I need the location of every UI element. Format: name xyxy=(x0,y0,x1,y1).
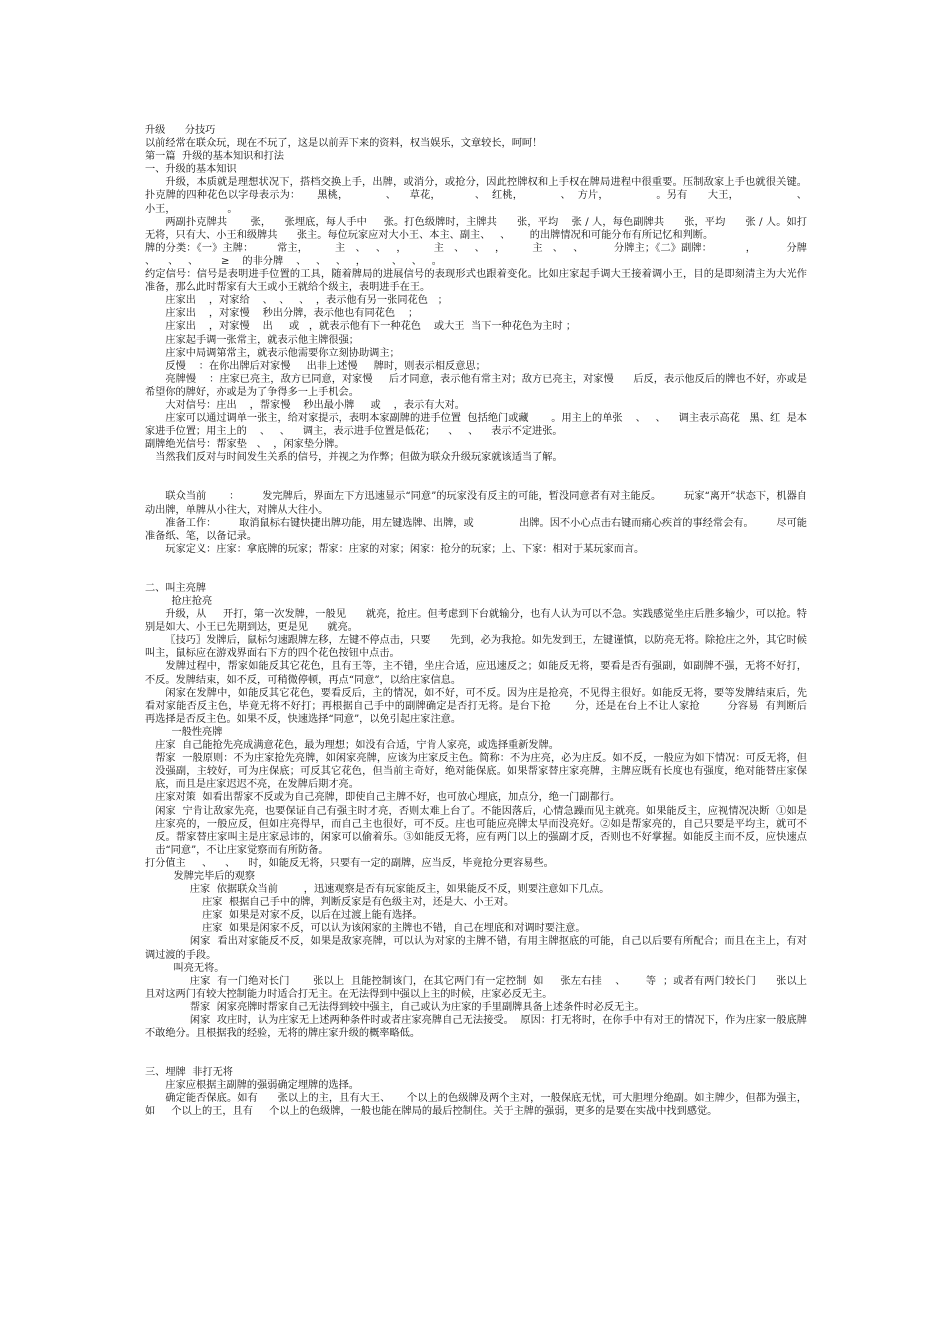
paragraph: 两副扑克牌共 张， 张埋底，每人手中 张。打色级牌时，主牌共 张，平均 张 / 人，每色副牌共 张，平均 张 / 人。如打无将，只有大、小王和级牌共 张主。每位玩家应对大小王、本主、副主、 、 的出牌情况和可能分布有所记忆和判断。 xyxy=(145,216,807,241)
intro-paragraph: 以前经常在联众玩，现在不玩了，这是以前弄下来的资料，权当娱乐，文章较长，呵呵！ xyxy=(145,138,543,150)
paragraph: 升级，从 开打，第一次发牌，一般见 就亮，抢庄。但考虑到下台就输分，也有人认为可以不急。实践感觉坐庄后胜多输少，可以抢。特别是如大、小王已先期到达，更是见 就亮。 xyxy=(145,609,807,634)
paragraph: 庄家 有一门绝对长门 张以上 且能控制该门，在其它两门有一定控制 如 张左右挂 、 等 ；或者有两门较长门 张以上 且对这两门有较大控制能力时适合打无主。在无法得到中强以上主的时候，庄家必反无主。 xyxy=(145,975,814,1000)
paragraph: 庄家对策 如看出帮家不反或为自己亮牌，即使自己主牌不好，也可放心埋底，加点分，绝一门副都行。 xyxy=(155,792,621,804)
paragraph: 闲家 攻庄时，认为庄家无上述两种条件时或者庄家亮牌自己无法接受。 原因：打无将时，在你手中有对王的情况下，作为庄家一般底牌不敢绝分。且根据我的经验，无将的牌庄家升级的概率略低。 xyxy=(145,1015,807,1040)
document-body xyxy=(145,124,840,1119)
paragraph: 帮家 一般原则：不为庄家抢先亮牌，如闲家亮牌，应该为庄家反主色。简称：不为庄亮，必为庄反。如不反，一般应为如下情况：可反无将，但没强副，主较好，可为庄保底；可反其它花色，但当前主奇好，绝对能保底。如果帮家替庄家亮牌，主牌应既有长度也有强度，绝对能替庄家保底，而且是庄家迟迟不亮，在发牌后期才亮。 xyxy=(155,753,807,791)
paragraph: 闲家 看出对家能反不反，如果是敌家亮牌，可以认为对家的主牌不错，有用主牌抠底的可能，自己以后要有所配合；而且在主上，有对调过渡的手段。 xyxy=(145,936,807,961)
paragraph: 〖技巧〗发牌后，鼠标匀速跟牌左移，左键不停点击，只要 先到，必为我抢。如先发到王，左键谨慎，以防亮无将。除抢庄之外，其它时候叫主，鼠标应在游戏界面右下方的四个花色按钮中点击。 xyxy=(145,635,807,660)
paragraph: 闲家在发牌中，如能反其它花色，要看反后，主的情况，如不好，可不反。因为庄是抢亮，不见得主很好。如能反无将，要等发牌结束后，先看对家能否反主色，毕竟无将不好打；再根据自己手中的副牌确定是否打无将。是台下抢 分，还是在台上不让人家抢 分容易 有判断后 再选择是否反主色。如果不反，快速选择“同意”，以免引起庄家注意。 xyxy=(145,687,814,725)
paragraph: 叫亮无将。 xyxy=(173,962,225,974)
sub-heading: 一般性亮牌 xyxy=(171,726,223,738)
paragraph: 当然我们反对与时间发生关系的信号，并视之为作弊；但做为联众升级玩家就该适当了解。 xyxy=(155,452,563,464)
paragraph: 准备工作： 取消鼠标右键快捷出牌功能，用左键选牌、出牌，或 出牌。因不小心点击右键而痛心疾首的事经常会有。 尽可能准备纸、笔，以备记录。 xyxy=(145,517,807,542)
paragraph: 庄家 自己能抢先亮成满意花色，最为理想；如没有合适，宁肯人家亮，或选择重新发牌。 xyxy=(155,740,559,752)
part-heading: 第一篇 升级的基本知识和打法 xyxy=(145,151,284,163)
signal-line: 庄家可以通过调单一张主，给对家提示，表明本家副牌的进手位置 包括绝门或藏 。用主上的单张 、 、 调主表示高花 黑、红 是本家进手位置；用主上的 、 、 调主，表示进手位置是低花； 、 、 表示不定进张。 xyxy=(145,413,807,438)
paragraph: 庄家应根据主副牌的强弱确定埋牌的选择。 xyxy=(165,1080,359,1092)
paragraph: 约定信号：信号是表明进手位置的工具，随着牌局的进展信号的表现形式也跟着变化。比如庄家起手调大王接着调小王，目的是即刻清主为大光作准备，那么此时帮家有大王或小王就给个级主，表明进手在王。 xyxy=(145,269,807,294)
section-heading: 三、埋牌 非打无将 xyxy=(145,1067,233,1079)
signal-line: 反慢 ：在你出牌后对家慢 出非上述慢 牌时，则表示相反意思； xyxy=(165,360,486,372)
signal-line: 大对信号：庄出 ，帮家慢 秒出最小牌 或 ，表示有大对。 xyxy=(165,399,465,411)
paragraph: 庄家 根据自己手中的牌，判断反家是有色级主对，还是大、小王对。 xyxy=(202,897,515,909)
paragraph: 牌的分类：《一》主牌： 常主， 主 、 、 ， 主 、 、 ， 主 、 、 分牌主；《二》副牌： ， 分牌 、 、 、 ≥ 的非分牌 、 、 、 ， 、 、 。 xyxy=(145,242,820,267)
paragraph: 联众当前 ： 发完牌后，界面左下方迅速显示“同意”的玩家没有反主的可能，暂没同意者有对主能反。 玩家“离开”状态下，机器自动出牌，单牌从小往大，对牌从大往小。 xyxy=(145,491,807,516)
paragraph: 庄家 依据联众当前 ，迅速观察是否有玩家能反主，如果能反不反，则要注意如下几点。 xyxy=(189,884,610,896)
signal-line: 亮牌慢 ：庄家已亮主，敌方已同意，对家慢 后才同意，表示他有常主对；敌方已亮主，对家慢 后反，表示他反后的牌也不好，亦或是希望你的牌好，亦或是为了争得多一上手机会。 xyxy=(145,373,807,398)
paragraph: 副牌绝光信号：帮家垫 、 ，闲家垫分牌。 xyxy=(145,439,345,451)
paragraph: 庄家 如果是对家不反，以后在过渡上能有选择。 xyxy=(202,910,423,922)
section-heading: 二、叫主亮牌 xyxy=(145,582,207,594)
paragraph: 玩家定义：庄家：拿底牌的玩家；帮家：庄家的对家；闲家：抢分的玩家；上、下家：相对于某玩家而言。 xyxy=(165,543,645,555)
sub-heading: 发牌完毕后的观察 xyxy=(173,870,256,882)
paragraph: 闲家 宁肯让敌家先亮，也要保证自己有强主时才亮，否则太难上台了。不能因落后，心情急躁而见主就亮。如果能反主，应视情况决断 ①如是庄家亮的，一般应反，但如庄亮得早，而自己主也很好，可不反。庄也可能应亮牌太早而没亮好。②如是帮家亮的，自己只要是平均主，就可不反。帮家替庄家叫主是庄家忌讳的，闲家可以偷着乐。③如能反无将，应有两门以上的强副才反，否则也不好掌握。如能反主而不反，应快速点击“同意”，不让庄家觉察而有所防备。 xyxy=(155,805,807,856)
signal-line: 庄家中局调第常主，就表示他需要你立刻协助调主； xyxy=(165,347,400,359)
paragraph: 发牌过程中，帮家如能反其它花色，且有王等，主不错，坐庄合适，应迅速反之；如能反无将，要看是否有强副，如副牌不强，无将不好打，不反。发牌结束，如不反，可稍微停顿，再点“同意”，以给庄家信息。 xyxy=(145,661,807,686)
signal-line: 庄家出 ，对家慢 秒出分牌，表示他也有同花色 ； xyxy=(165,308,419,320)
paragraph: 庄家 如果是闲家不反，可以认为该闲家的主牌也不错，自己在埋底和对调时要注意。 xyxy=(202,923,586,935)
sub-heading: 抢庄抢亮 xyxy=(171,596,213,607)
signal-line: 庄家出 ，对家慢 出 或 ，就表示他有下一种花色 或大王 当下一种花色为主时 ； xyxy=(165,321,577,333)
signal-line: 庄家出 ，对家给 、 、 、 ，表示他有另一张同花色 ； xyxy=(165,295,448,307)
signal-line: 庄家起手调一张常主，就表示他主牌很强； xyxy=(165,334,359,346)
paragraph: 升级，本质就是理想状况下，搭档交换上手，出牌，或消分，或抢分，因此控牌权和上手权在牌局进程中很重要。压制敌家上手也就很关键。扑克牌的四种花色以字母表示为： 黑桃， 、 草花， 、 红桃， 、 方片， 。另有 大王， 、 小王， 。 xyxy=(145,177,840,215)
section-heading: 一、升级的基本知识 xyxy=(145,164,237,176)
document-title: 升级 分技巧 xyxy=(145,125,216,136)
paragraph: 帮家 闲家亮牌时帮家自己无法得到较中强主，自己或认为庄家的手里副牌具备上述条件时必反无主。 xyxy=(189,1001,645,1013)
paragraph: 确定能否保底。如有 张以上的主，且有大王、 个以上的色级牌及两个主对，一般保底无忧，可大胆埋分绝副。如主牌少，但都为强主，如 个以上的王，且有 个以上的色级牌，一般也能在牌局的最后控制住。关于主牌的强弱，更多的是要在实战中找到感觉。 xyxy=(145,1093,807,1118)
paragraph: 打分值主 、 、 时，如能反无将，只要有一定的副牌，应当反，毕竟抢分更容易些。 xyxy=(145,857,554,869)
